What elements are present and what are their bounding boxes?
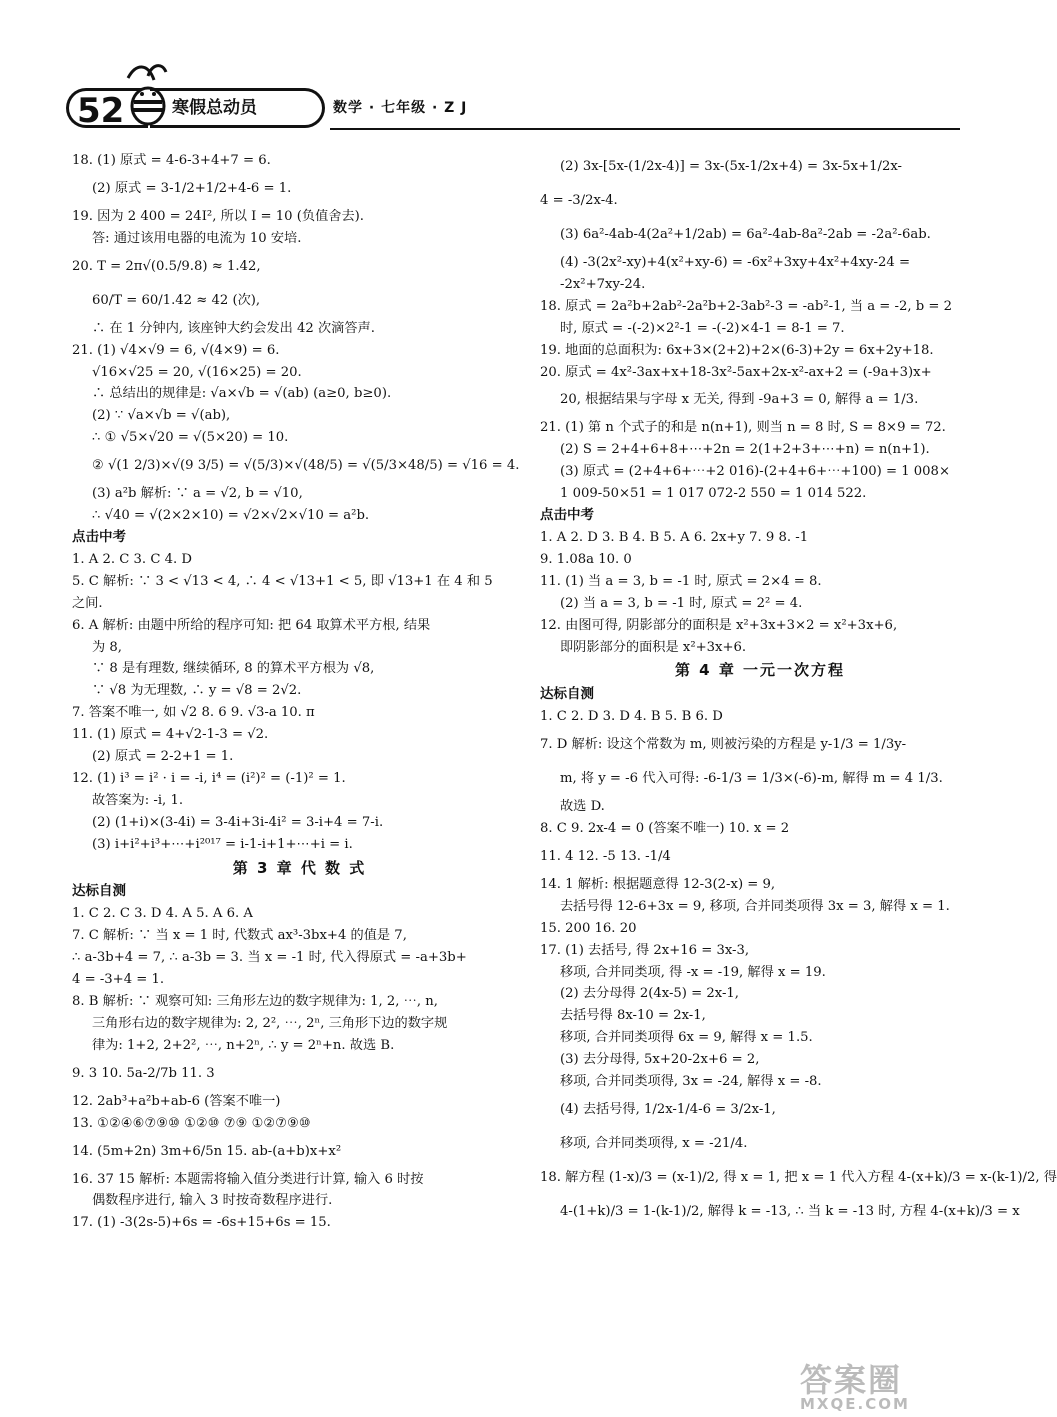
answer-line: 9. 3 10. 5a-2/7b 11. 3 xyxy=(72,1065,215,1081)
answer-line: (2) 当 a = 3, b = -1 时, 原式 = 2² = 4. xyxy=(560,595,803,611)
answer-line: ∴ a-3b+4 = 7, ∴ a-3b = 3. 当 x = -1 时, 代入得原式 = -a+3b+ xyxy=(72,950,467,966)
chapter-heading: 第 4 章 一元一次方程 xyxy=(674,661,846,680)
answer-line: 17. (1) -3(2s-5)+6s = -6s+15+6s = 15. xyxy=(72,1215,331,1231)
answer-line: 4-(1+k)/3 = 1-(k-1)/2, 解得 k = -13, ∴ 当 k = -13 时, 方程 4-(x+k)/3 = x xyxy=(560,1204,1020,1219)
answer-line: ∴ √40 = √(2×2×10) = √2×√2×√10 = a²b. xyxy=(92,508,370,524)
answer-line: 20. T = 2π√(0.5/9.8) ≈ 1.42, xyxy=(72,258,261,274)
answer-line: 三角形右边的数字规律为: 2, 2², ⋯, 2ⁿ, 三角形下边的数字规 xyxy=(92,1015,448,1031)
page-header xyxy=(0,0,1000,140)
answer-line: (4) 去括号得, 1/2x-1/4-6 = 3/2x-1, xyxy=(560,1102,776,1117)
answer-line: 4 = -3/2x-4. xyxy=(540,193,618,208)
answer-line: 去括号得 8x-10 = 2x-1, xyxy=(560,1008,706,1024)
answer-line: (2) 原式 = 3-1/2+1/2+4-6 = 1. xyxy=(92,180,292,196)
chapter-heading: 第 3 章 代 数 式 xyxy=(232,858,367,877)
watermark-text: 答案圈 xyxy=(800,1361,903,1399)
answer-line: ② √(1 2/3)×√(9 3/5) = √(5/3)×√(48/5) = √(5/3×48/5) = √16 = 4. xyxy=(92,458,520,474)
left-column xyxy=(72,150,527,1234)
page-number: 52 xyxy=(66,88,148,128)
answer-line: (3) 去分母得, 5x+20-2x+6 = 2, xyxy=(560,1052,760,1068)
answer-line: 19. 因为 2 400 = 24I², 所以 I = 10 (负值舍去). xyxy=(72,208,364,224)
answer-line: 答: 通过该用电器的电流为 10 安培. xyxy=(92,230,302,246)
answer-line: 12. 2ab³+a²b+ab-6 (答案不唯一) xyxy=(72,1093,281,1109)
answer-line: 60/T = 60/1.42 ≈ 42 (次), xyxy=(92,292,261,308)
answer-line: 13. ①②④⑥⑦⑨⑩ ①②⑩ ⑦⑨ ①②⑦⑨⑩ xyxy=(72,1115,311,1131)
answer-line: 时, 原式 = -(-2)×2²-1 = -(-2)×4-1 = 8-1 = 7. xyxy=(560,320,845,336)
answer-line: 20, 根据结果与字母 x 无关, 得到 -9a+3 = 0, 解得 a = 1/3. xyxy=(560,392,919,408)
section-heading: 达标自测 xyxy=(540,686,594,703)
answer-line: 5. C 解析: ∵ 3 < √13 < 4, ∴ 4 < √13+1 < 5, 即 √13+1 在 4 和 5 xyxy=(72,573,493,589)
header-rule xyxy=(330,128,960,130)
subject-label: 数学 · 七年级 · Z J xyxy=(333,100,468,116)
right-column xyxy=(540,150,1057,1229)
answer-line: 7. C 解析: ∵ 当 x = 1 时, 代数式 ax³-3bx+4 的值是 7, xyxy=(72,928,407,944)
answer-line: 故选 D. xyxy=(560,799,605,815)
answer-line: 11. (1) 当 a = 3, b = -1 时, 原式 = 2×4 = 8. xyxy=(540,573,822,589)
answer-line: 移项, 合并同类项得 6x = 9, 解得 x = 1.5. xyxy=(560,1030,813,1046)
answer-line: 16. 37 15 解析: 本题需将输入值分类进行计算, 输入 6 时按 xyxy=(72,1171,424,1187)
answer-line: 移项, 合并同类项得, 3x = -24, 解得 x = -8. xyxy=(560,1074,822,1090)
answer-line: 6. A 解析: 由题中所给的程序可知: 把 64 取算术平方根, 结果 xyxy=(72,617,431,633)
answer-line: 20. 原式 = 4x²-3ax+x+18-3x²-5ax+2x-x²-ax+2 = (-9a+3)x+ xyxy=(540,364,932,380)
answer-line: 9. 1.08a 10. 0 xyxy=(540,551,632,567)
answer-line: 21. (1) 第 n 个式子的和是 n(n+1), 则当 n = 8 时, S = 8×9 = 72. xyxy=(540,420,946,436)
answer-line: 14. (5m+2n) 3m+6/5n 15. ab-(a+b)x+x² xyxy=(72,1143,342,1159)
answer-line: 移项, 合并同类项得, x = -21/4. xyxy=(560,1136,748,1151)
answer-line: m, 将 y = -6 代入可得: -6-1/3 = 1/3×(-6)-m, 解得 m = 4 1/3. xyxy=(560,771,943,787)
answer-line: -2x²+7xy-24. xyxy=(560,276,646,292)
answer-line: 偶数程序进行, 输入 3 时按奇数程序进行. xyxy=(92,1193,333,1209)
answer-line: 即阴影部分的面积是 x²+3x+6. xyxy=(560,639,747,655)
answer-line: 11. (1) 原式 = 4+√2-1-3 = √2. xyxy=(72,727,269,743)
answer-line: ∵ √8 为无理数, ∴ y = √8 = 2√2. xyxy=(92,683,302,699)
answer-line: 故答案为: -i, 1. xyxy=(92,792,184,808)
answer-line: (3) 6a²-4ab-4(2a²+1/2ab) = 6a²-4ab-8a²-2ab = -2a²-6ab. xyxy=(560,227,931,242)
brand-title: 寒假总动员 xyxy=(150,88,325,128)
answer-line: 移项, 合并同类项, 得 -x = -19, 解得 x = 19. xyxy=(560,964,826,980)
answer-line: 11. 4 12. -5 13. -1/4 xyxy=(540,848,671,864)
answer-line: 18. 原式 = 2a²b+2ab²-2a²b+2-3ab²-3 = -ab²-1, 当 a = -2, b = 2 xyxy=(540,298,953,314)
answer-line: 去括号得 12-6+3x = 9, 移项, 合并同类项得 3x = 3, 解得 x = 1. xyxy=(560,898,950,914)
answer-line: 8. B 解析: ∵ 观察可知: 三角形左边的数字规律为: 1, 2, ⋯, n, xyxy=(72,994,438,1009)
answer-line: ∴ ① √5×√20 = √(5×20) = 10. xyxy=(92,430,289,446)
answer-line: 8. C 9. 2x-4 = 0 (答案不唯一) 10. x = 2 xyxy=(540,821,790,837)
answer-line: 21. (1) √4×√9 = 6, √(4×9) = 6. xyxy=(72,342,280,358)
answer-line: ∵ 8 是有理数, 继续循环, 8 的算术平方根为 √8, xyxy=(92,661,375,677)
answer-line: 7. D 解析: 设这个常数为 m, 则被污染的方程是 y-1/3 = 1/3y- xyxy=(540,737,907,753)
answer-line: ∴ 在 1 分钟内, 该座钟大约会发出 42 次滴答声. xyxy=(92,320,375,336)
answer-line: √16×√25 = 20, √(16×25) = 20. xyxy=(92,364,302,380)
answer-line: (2) S = 2+4+6+8+⋯+2n = 2(1+2+3+⋯+n) = n(n+1). xyxy=(560,442,930,458)
answer-line: 18. 解方程 (1-x)/3 = (x-1)/2, 得 x = 1, 把 x = 1 代入方程 4-(x+k)/3 = x-(k-1)/2, 得 xyxy=(540,1170,1057,1185)
answer-line: (2) 去分母得 2(4x-5) = 2x-1, xyxy=(560,986,740,1002)
answer-line: 1 009-50×51 = 1 017 072-2 550 = 1 014 522. xyxy=(560,486,867,502)
answer-line: 之间. xyxy=(72,595,103,611)
answer-line: 12. 由图可得, 阴影部分的面积是 x²+3x+3×2 = x²+3x+6, xyxy=(540,617,898,633)
answer-line: 1. C 2. C 3. D 4. A 5. A 6. A xyxy=(72,906,253,922)
section-heading: 达标自测 xyxy=(72,883,126,900)
answer-line: 1. A 2. D 3. B 4. B 5. A 6. 2x+y 7. 9 8. -1 xyxy=(540,529,809,545)
answer-line: (2) ∵ √a×√b = √(ab), xyxy=(92,408,231,424)
answer-line: (3) a²b 解析: ∵ a = √2, b = √10, xyxy=(92,486,303,502)
answer-line: (2) (1+i)×(3-4i) = 3-4i+3i-4i² = 3-i+4 = 7-i. xyxy=(92,814,384,830)
answer-line: (2) 原式 = 2-2+1 = 1. xyxy=(92,749,234,765)
answer-line: (2) 3x-[5x-(1/2x-4)] = 3x-(5x-1/2x+4) = 3x-5x+1/2x- xyxy=(560,159,903,174)
answer-line: 18. (1) 原式 = 4-6-3+4+7 = 6. xyxy=(72,153,271,168)
answer-line: (3) i+i²+i³+⋯+i²⁰¹⁷ = i-1-i+1+⋯+i = i. xyxy=(92,836,353,852)
watermark-url: MXQE.COM xyxy=(800,1395,910,1413)
answer-line: 7. 答案不唯一, 如 √2 8. 6 9. √3-a 10. π xyxy=(72,705,315,721)
answer-line: 律为: 1+2, 2+2², ⋯, n+2ⁿ, ∴ y = 2ⁿ+n. 故选 B. xyxy=(92,1037,395,1053)
section-heading: 点击中考 xyxy=(72,528,126,545)
answer-line: 4 = -3+4 = 1. xyxy=(72,972,165,988)
answer-line: (4) -3(2x²-xy)+4(x²+xy-6) = -6x²+3xy+4x²+4xy-24 = xyxy=(560,255,911,270)
answer-line: 为 8, xyxy=(92,639,122,655)
answer-line: 1. A 2. C 3. C 4. D xyxy=(72,551,192,567)
watermark-logo xyxy=(800,1355,995,1415)
section-heading: 点击中考 xyxy=(540,507,594,524)
answer-line: 17. (1) 去括号, 得 2x+16 = 3x-3, xyxy=(540,942,750,958)
answer-line: (3) 原式 = (2+4+6+⋯+2 016)-(2+4+6+⋯+100) = 1 008× xyxy=(560,464,950,480)
answer-line: 14. 1 解析: 根据题意得 12-3(2-x) = 9, xyxy=(540,876,776,892)
answer-line: 12. (1) i³ = i² · i = -i, i⁴ = (i²)² = (-1)² = 1. xyxy=(72,770,346,786)
answer-line: 19. 地面的总面积为: 6x+3×(2+2)+2×(6-3)+2y = 6x+2y+18. xyxy=(540,342,934,358)
answer-line: ∴ 总结出的规律是: √a×√b = √(ab) (a≥0, b≥0). xyxy=(92,386,392,402)
answer-line: 1. C 2. D 3. D 4. B 5. B 6. D xyxy=(540,709,723,725)
answer-line: 15. 200 16. 20 xyxy=(540,920,637,936)
